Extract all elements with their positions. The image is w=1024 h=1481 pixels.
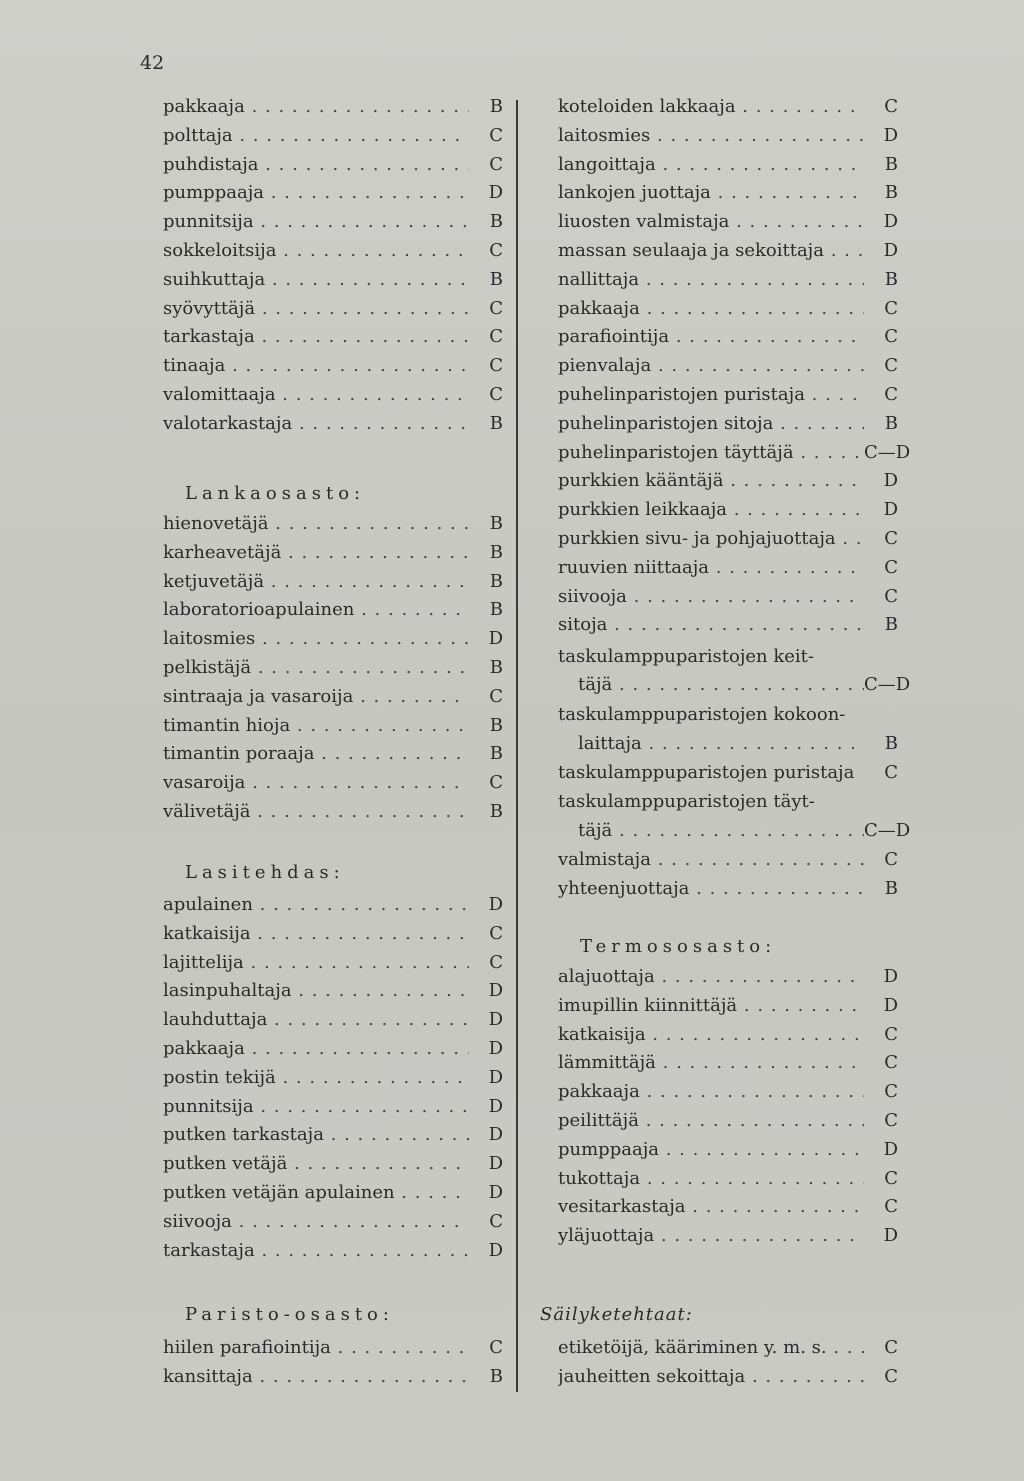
list-item [558, 1363, 898, 1391]
list-item [163, 1035, 503, 1063]
occupation-label: puhdistaja . . . [163, 151, 469, 179]
occupation-label: etiketöijä, kääriminen y. m. s. . . . [558, 1334, 864, 1362]
list-item [163, 122, 503, 150]
list-item [163, 1121, 503, 1149]
occupation-label: lauhduttaja . . . [163, 1006, 469, 1034]
occupation-label: vesitarkastaja . . . [558, 1193, 864, 1221]
occupation-label: pakkaaja . . . [558, 295, 864, 323]
occupation-label: syövyttäjä . . . [163, 295, 469, 323]
occupation-label: punnitsija . . . [163, 208, 469, 236]
section-heading: Paristo-osasto: [185, 1304, 394, 1325]
occupation-label: postin tekijä . . . [163, 1064, 469, 1092]
grade-value: D [488, 1009, 503, 1031]
occupation-label: parafiointija . . . [558, 323, 864, 351]
occupation-label: lasinpuhaltaja . . . [163, 977, 469, 1005]
occupation-label: massan seulaaja ja sekoittaja . . . [558, 237, 864, 265]
occupation-label: imupillin kiinnittäjä . . . [558, 992, 864, 1020]
occupation-label: siivooja . . . [163, 1208, 469, 1236]
grade-value: D [488, 1124, 503, 1146]
list-item [558, 266, 898, 294]
occupation-label: putken tarkastaja . . . [163, 1121, 469, 1149]
grade-value: D [883, 994, 898, 1016]
occupation-label: sintraaja ja vasaroija . . . [163, 683, 469, 711]
occupation-label: laitosmies . . . [558, 122, 864, 150]
occupation-label: valmistaja . . . [558, 846, 864, 874]
grade-value: D [883, 1225, 898, 1247]
grade-value: C [884, 1081, 898, 1103]
occupation-label: täjä . . . [578, 671, 864, 699]
occupation-label: purkkien sivu- ja pohjajuottaja . . . [558, 525, 864, 553]
list-item [558, 611, 898, 639]
grade-value: B [489, 657, 503, 678]
list-item [558, 846, 898, 874]
grade-value: D [488, 1095, 503, 1117]
list-item [163, 1179, 503, 1207]
list-item [558, 525, 898, 553]
occupation-label: pienvalaja . . . [558, 352, 864, 380]
section-heading: Lankaosasto: [185, 483, 366, 504]
list-item [558, 179, 898, 207]
occupation-label: sokkeloitsija . . . [163, 237, 469, 265]
occupation-label: jauheitten sekoittaja . . . [558, 1363, 864, 1391]
list-item [163, 93, 503, 121]
occupation-label: ketjuvetäjä . . . [163, 568, 469, 596]
grade-value: C [884, 1052, 898, 1074]
list-item [558, 1334, 898, 1362]
list-item [578, 730, 898, 758]
grade-value: C [489, 1210, 503, 1232]
occupation-label: putken vetäjän apulainen . . . [163, 1179, 469, 1207]
occupation-label: suihkuttaja . . . [163, 266, 469, 294]
list-item [558, 295, 898, 323]
grade-value: B [884, 877, 898, 899]
list-item [558, 208, 898, 236]
occupation-label: täjä . . . [578, 817, 864, 845]
occupation-label: katkaisija . . . [163, 920, 469, 948]
grade-value: C [489, 124, 503, 146]
occupation-label: lajittelija . . . [163, 949, 469, 977]
grade-value: C [489, 1337, 503, 1358]
grade-value: B [489, 513, 503, 534]
grade-value: D [883, 1138, 898, 1160]
grade-value: B [489, 743, 503, 765]
occupation-label: nallittaja . . . [558, 266, 864, 294]
occupation-label: taskulamppuparistojen täyt- [558, 791, 815, 812]
occupation-label: valotarkastaja . . . [163, 410, 469, 438]
section-heading: Lasitehdas: [185, 862, 345, 883]
grade-value: B [489, 211, 503, 233]
occupation-label: punnitsija . . . [163, 1093, 469, 1121]
list-item [558, 992, 898, 1020]
occupation-label: kansittaja . . . [163, 1363, 469, 1391]
list-item [558, 1107, 898, 1135]
list-item [558, 875, 898, 903]
list-item [163, 266, 503, 294]
grade-value: C [489, 326, 503, 348]
list-item [163, 920, 503, 948]
list-item [558, 122, 898, 150]
grade-value: C [884, 96, 898, 117]
list-item [558, 1222, 898, 1250]
list-item [163, 740, 503, 768]
occupation-label: pelkistäjä . . . [163, 654, 469, 682]
occupation-label: koteloiden lakkaaja . . . [558, 93, 864, 121]
occupation-label: vasaroija . . . [163, 769, 469, 797]
grade-value: D [488, 1066, 503, 1088]
occupation-label: langoittaja . . . [558, 151, 864, 179]
grade-value: B [489, 570, 503, 592]
section-heading: Säilyketehtaat: [540, 1304, 693, 1325]
grade-value: C [489, 240, 503, 261]
list-item [163, 683, 503, 711]
list-item [163, 1093, 503, 1121]
list-item [163, 1064, 503, 1092]
list-item [163, 1150, 503, 1178]
grade-value: C [884, 1337, 898, 1358]
list-item [558, 759, 898, 787]
list-item [163, 237, 503, 265]
grade-value: B [884, 614, 898, 636]
occupation-label: välivetäjä . . . [163, 798, 469, 826]
list-item [163, 323, 503, 351]
grade-value: C [884, 355, 898, 377]
grade-value: C [884, 585, 898, 607]
section-heading: Termososasto: [580, 936, 777, 957]
list-item [163, 410, 503, 438]
occupation-label: apulainen . . . [163, 891, 469, 919]
list-item [558, 410, 898, 438]
occupation-label: timantin poraaja . . . [163, 740, 469, 768]
grade-value: C—D [864, 820, 911, 841]
grade-value: B [489, 714, 503, 736]
grade-value: D [883, 499, 898, 521]
grade-value: B [884, 733, 898, 754]
occupation-label: pumppaaja . . . [558, 1136, 864, 1164]
occupation-label: yläjuottaja . . . [558, 1222, 864, 1250]
occupation-label: tarkastaja . . . [163, 1237, 469, 1265]
grade-value: B [489, 1365, 503, 1387]
occupation-label: yhteenjuottaja . . . [558, 875, 864, 903]
list-item [558, 1078, 898, 1106]
occupation-label: taskulamppuparistojen keit- [558, 646, 814, 667]
list-item [558, 1021, 898, 1049]
list-item [558, 352, 898, 380]
occupation-label: siivooja . . . [558, 583, 864, 611]
grade-value: D [883, 966, 898, 987]
list-item [558, 583, 898, 611]
list-item [578, 817, 911, 845]
list-item [163, 596, 503, 624]
grade-value: C [489, 153, 503, 175]
grade-value: D [488, 1182, 503, 1203]
grade-value: D [883, 470, 898, 492]
occupation-label: purkkien leikkaaja . . . [558, 496, 864, 524]
list-item [163, 1237, 503, 1265]
grade-value: C [489, 685, 503, 707]
grade-value: C [884, 1110, 898, 1131]
list-item [163, 891, 503, 919]
list-item [558, 1193, 898, 1221]
list-item [163, 1006, 503, 1034]
occupation-label: tukottaja . . . [558, 1165, 864, 1193]
occupation-label: taskulamppuparistojen puristaja [558, 762, 855, 783]
grade-value: C [884, 849, 898, 870]
grade-value: B [884, 153, 898, 175]
grade-value: C [489, 951, 503, 973]
occupation-label: pumppaaja . . . [163, 179, 469, 207]
list-item [558, 788, 898, 816]
grade-value: C [884, 762, 898, 783]
grade-value: D [488, 182, 503, 204]
list-item [163, 1208, 503, 1236]
occupation-label: puhelinparistojen puristaja . . . [558, 381, 864, 409]
list-item [558, 467, 898, 495]
list-item [558, 1165, 898, 1193]
occupation-label: pakkaaja . . . [558, 1078, 864, 1106]
list-item [558, 237, 898, 265]
occupation-label: purkkien kääntäjä . . . [558, 467, 864, 495]
list-item [558, 1049, 898, 1077]
occupation-label: sitoja . . . [558, 611, 864, 639]
list-item [558, 381, 898, 409]
occupation-label: pakkaaja . . . [163, 1035, 469, 1063]
list-item [558, 1136, 898, 1164]
column-divider [516, 100, 518, 1392]
grade-value: C [884, 1365, 898, 1387]
list-item [163, 1334, 503, 1362]
grade-value: C [489, 922, 503, 944]
grade-value: D [488, 628, 503, 650]
list-item [578, 671, 911, 699]
list-item [558, 701, 898, 729]
grade-value: B [884, 412, 898, 434]
list-item [558, 554, 898, 582]
grade-value: B [489, 599, 503, 621]
grade-value: C [884, 1196, 898, 1218]
occupation-label: peilittäjä . . . [558, 1107, 864, 1135]
list-item [163, 568, 503, 596]
grade-value: C [884, 326, 898, 348]
grade-value: C [884, 1167, 898, 1189]
occupation-label: pakkaaja . . . [163, 93, 469, 121]
grade-value: D [883, 240, 898, 261]
occupation-label: karheavetäjä . . . [163, 539, 469, 567]
grade-value: C—D [864, 674, 911, 695]
list-item [558, 439, 911, 467]
grade-value: B [489, 801, 503, 822]
occupation-label: alajuottaja . . . [558, 963, 864, 991]
grade-value: D [488, 1239, 503, 1261]
occupation-label: polttaja . . . [163, 122, 469, 150]
occupation-label: lankojen juottaja . . . [558, 179, 864, 207]
list-item [163, 977, 503, 1005]
grade-value: B [884, 268, 898, 290]
occupation-label: hienovetäjä . . . [163, 510, 469, 538]
list-item [163, 539, 503, 567]
list-item [163, 654, 503, 682]
grade-value: C [489, 355, 503, 377]
grade-value: C [884, 384, 898, 405]
grade-value: C [489, 297, 503, 319]
occupation-label: taskulamppuparistojen kokoon- [558, 704, 846, 725]
list-item [163, 179, 503, 207]
grade-value: D [488, 1153, 503, 1175]
list-item [163, 151, 503, 179]
occupation-label: liuosten valmistaja . . . [558, 208, 864, 236]
grade-value: C—D [864, 441, 911, 463]
list-item [163, 352, 503, 380]
grade-value: C [884, 1023, 898, 1045]
occupation-label: tarkastaja . . . [163, 323, 469, 351]
grade-value: C [489, 772, 503, 794]
occupation-label: ruuvien niittaaja . . . [558, 554, 864, 582]
list-item [558, 963, 898, 991]
list-item [163, 381, 503, 409]
list-item [558, 323, 898, 351]
list-item [163, 625, 503, 653]
occupation-label: tinaaja . . . [163, 352, 469, 380]
list-item [558, 93, 898, 121]
list-item [163, 295, 503, 323]
occupation-label: katkaisija . . . [558, 1021, 864, 1049]
occupation-label: laboratorioapulainen . . . [163, 596, 469, 624]
occupation-label: laitosmies . . . [163, 625, 469, 653]
occupation-label: puhelinparistojen sitoja . . . [558, 410, 864, 438]
list-item [163, 798, 503, 826]
occupation-label: timantin hioja . . . [163, 712, 469, 740]
list-item [558, 643, 898, 671]
grade-value: D [883, 211, 898, 233]
page-number: 42 [140, 52, 165, 74]
list-item [558, 496, 898, 524]
grade-value: B [489, 541, 503, 563]
list-item [163, 1363, 503, 1391]
occupation-label: putken vetäjä . . . [163, 1150, 469, 1178]
grade-value: D [488, 1038, 503, 1059]
occupation-label: puhelinparistojen täyttäjä . . . [558, 439, 864, 467]
list-item [163, 208, 503, 236]
occupation-label: laittaja . . . [578, 730, 864, 758]
grade-value: D [488, 980, 503, 1002]
occupation-label: valomittaaja . . . [163, 381, 469, 409]
grade-value: C [489, 384, 503, 405]
occupation-label: lämmittäjä . . . [558, 1049, 864, 1077]
list-item [163, 510, 503, 538]
grade-value: D [488, 894, 503, 915]
grade-value: C [884, 297, 898, 319]
list-item [558, 151, 898, 179]
list-item [163, 712, 503, 740]
grade-value: B [489, 412, 503, 434]
grade-value: B [489, 96, 503, 117]
occupation-label: hiilen parafiointija . . . [163, 1334, 469, 1362]
grade-value: B [884, 182, 898, 204]
grade-value: B [489, 268, 503, 290]
list-item [163, 769, 503, 797]
list-item [163, 949, 503, 977]
grade-value: C [884, 556, 898, 578]
grade-value: D [883, 124, 898, 146]
grade-value: C [884, 528, 898, 549]
